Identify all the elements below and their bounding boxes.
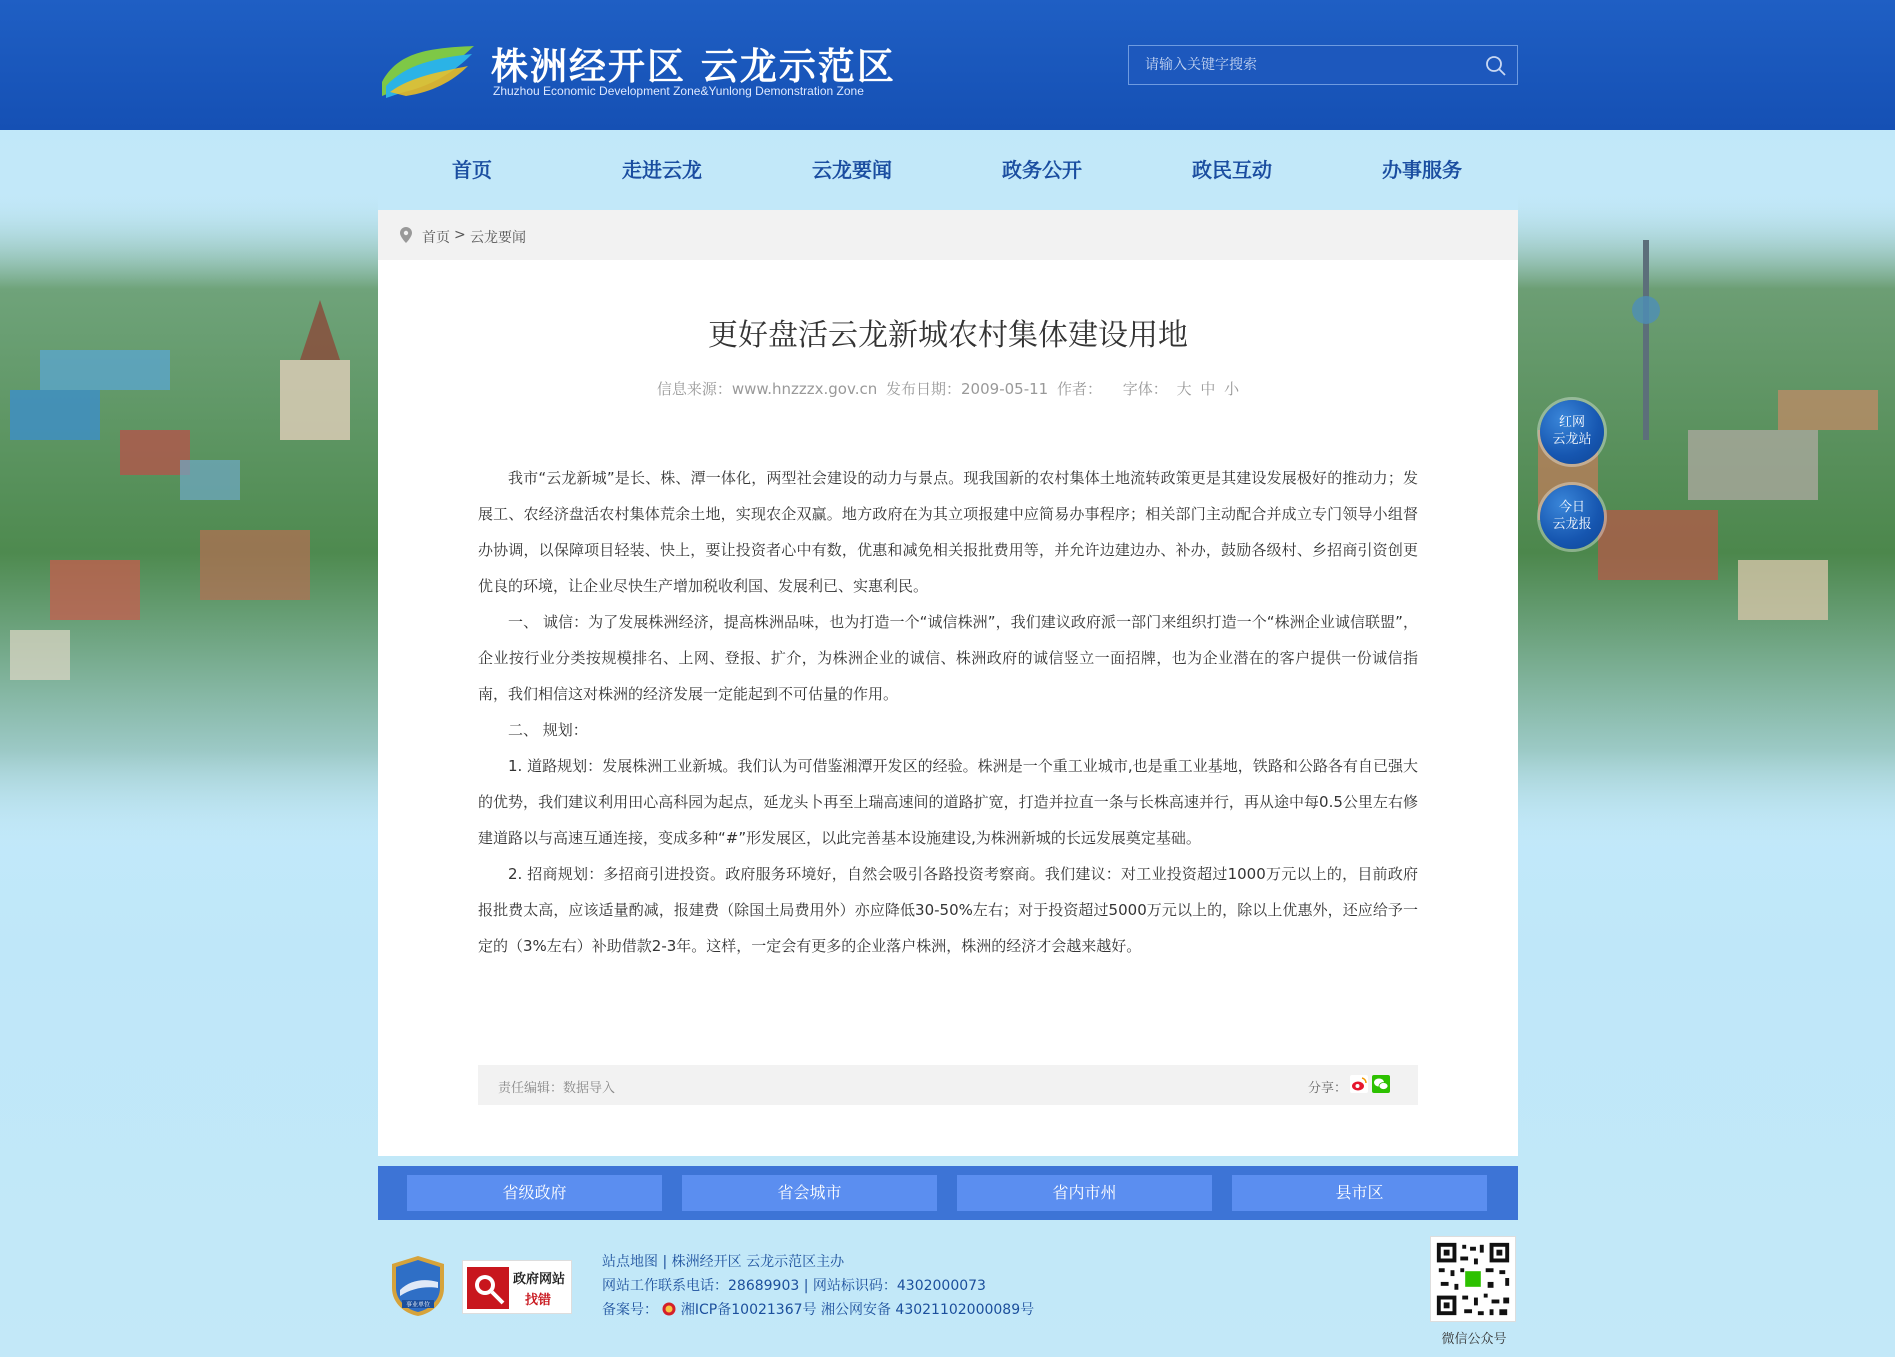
nav-item-gov-affairs[interactable]: 政务公开 (1002, 158, 1082, 182)
article-paragraph: 一、 诚信：为了发展株洲经济，提高株洲品味，也为打造一个“诚信株洲”，我们建议政府派一部门来组织打造一个“株洲企业诚信联盟”，企业按行业分类按规模排名、上网、登报、扩介，为株洲企业的诚信、株洲政府的诚信竖立一面招牌，也为企业潜在的客户提供一份诚信指南，我们相信这对株洲的经济发展一定能起到不可估量的作用。 (478, 613, 1418, 703)
link-prefecture-cities[interactable]: 省内市州 (957, 1175, 1212, 1211)
nav-item-about[interactable]: 走进云龙 (622, 158, 702, 182)
breadcrumb-current[interactable]: 云龙要闻 (470, 230, 526, 246)
weibo-share-icon[interactable] (1350, 1075, 1368, 1093)
site-logo[interactable] (378, 36, 918, 106)
side-badge-rednet-line1: 红网 (1558, 415, 1585, 430)
scenery-left-image (0, 130, 378, 850)
font-size-small[interactable]: 小 (1224, 380, 1240, 398)
logo-emblem-icon (378, 42, 478, 100)
font-size-medium[interactable]: 中 (1200, 380, 1216, 398)
link-counties[interactable]: 县市区 (1232, 1175, 1487, 1211)
main-nav (378, 140, 1518, 200)
meta-date: 发布日期：2009-05-11 (886, 380, 1049, 398)
badge-jiucuo-bottom: 找错 (525, 1293, 552, 1308)
link-capital-cities[interactable]: 省会城市 (682, 1175, 937, 1211)
badge-shiye-text: 事业单位 (405, 1301, 431, 1309)
meta-source: 信息来源：www.hnzzzx.gov.cn (656, 380, 878, 398)
footer-police-link[interactable]: 湘公网安备 43021102000089号 (820, 1302, 1035, 1318)
article-panel (378, 210, 1518, 1156)
magnifier-report-icon (467, 1267, 509, 1309)
nav-item-home[interactable]: 首页 (452, 158, 492, 182)
article-meta (378, 378, 1518, 399)
footer-line-contact: 网站工作联系电话：28689903 | 网站标识码：4302000073 (602, 1278, 986, 1294)
search-input[interactable] (1129, 46, 1479, 84)
gov-site-error-report-badge[interactable] (462, 1260, 572, 1314)
side-badge-today-line1: 今日 (1558, 500, 1585, 515)
wechat-share-icon[interactable] (1372, 1075, 1390, 1093)
search-box (1128, 45, 1518, 85)
breadcrumb (378, 210, 1518, 260)
article-body (478, 460, 1418, 964)
breadcrumb-separator: > (454, 227, 466, 243)
footer-info (602, 1250, 1034, 1322)
nav-item-interaction[interactable]: 政民互动 (1192, 158, 1272, 182)
location-pin-icon (400, 227, 412, 243)
wechat-qr-code (1430, 1236, 1516, 1322)
related-links-bar (378, 1166, 1518, 1220)
side-badge-today-paper[interactable] (1540, 485, 1604, 549)
site-title: 株洲经开区 云龙示范区 (491, 45, 896, 88)
share-label: 分享： (1308, 1081, 1348, 1096)
article-paragraph: 1. 道路规划：发展株洲工业新城。我们认为可借鉴湘潭开发区的经验。株洲是一个重工业城市,也是重工业基地，铁路和公路各有自已强大的优势，我们建议利用田心高科园为起点，延龙头卜再至上瑞高速间的道路扩宽，打造并拉直一条与长株高速并行，再从途中每0.5公里左右修建道路以与高速互通连接，变成多种“#”形发展区，以此完善基本设施建设,为株洲新城的长远发展奠定基础。 (478, 757, 1418, 847)
public-institution-badge-icon[interactable] (390, 1254, 446, 1318)
font-size-large[interactable]: 大 (1176, 380, 1192, 398)
footer-record-label: 备案号： (602, 1302, 658, 1318)
nav-item-services[interactable]: 办事服务 (1382, 158, 1462, 182)
qr-label: 微信公众号 (1441, 1332, 1507, 1347)
side-badge-rednet[interactable] (1540, 400, 1604, 464)
link-provincial-gov[interactable]: 省级政府 (407, 1175, 662, 1211)
footer-icp-link[interactable]: 湘ICP备10021367号 (680, 1302, 817, 1318)
nav-item-news[interactable]: 云龙要闻 (812, 158, 892, 182)
article-title: 更好盘活云龙新城农村集体建设用地 (708, 318, 1188, 353)
badge-jiucuo-top: 政府网站 (513, 1272, 566, 1287)
site-subtitle: Zhuzhou Economic Development Zone&Yunlong Demonstration Zone (493, 84, 864, 98)
article-paragraph: 二、 规划： (508, 721, 588, 739)
site-footer (378, 1232, 1518, 1352)
police-emblem-icon (662, 1302, 676, 1316)
meta-author: 作者： (1056, 380, 1102, 398)
search-icon[interactable] (1485, 55, 1507, 77)
meta-font-label: 字体： (1122, 380, 1168, 398)
site-header (0, 0, 1895, 130)
breadcrumb-home[interactable]: 首页 (422, 230, 450, 246)
side-badge-rednet-line2: 云龙站 (1552, 432, 1592, 447)
footer-line-sitemap[interactable]: 站点地图 | 株洲经开区 云龙示范区主办 (602, 1254, 845, 1270)
side-badge-today-line2: 云龙报 (1552, 517, 1592, 532)
article-footer-bar (478, 1065, 1418, 1105)
article-paragraph: 2. 招商规划：多招商引进投资。政府服务环境好，自然会吸引各路投资考察商。我们建议：对工业投资超过1000万元以上的，目前政府报批费太高，应该适量酌减，报建费（除国土局费用外）亦应降低30-50%左右；对于投资超过5000万元以上的，除以上优惠外，还应给予一定的（3%左右）补助借款2-3年。这样，一定会有更多的企业落户株洲，株洲的经济才会越来越好。 (478, 865, 1418, 955)
article-paragraph: 我市“云龙新城”是长、株、潭一体化，两型社会建设的动力与景点。现我国新的农村集体土地流转政策更是其建设发展极好的推动力；发展工、农经济盘活农村集体荒余土地，实现农企双赢。地方政府在为其立项报建中应简易办事程序；相关部门主动配合并成立专门领导小组督办协调，以保障项目轻装、快上，要让投资者心中有数，优惠和减免相关报批费用等，并允许边建边办、补办，鼓励各级村、乡招商引资创更优良的环境，让企业尽快生产增加税收利国、发展利已、实惠利民。 (478, 469, 1418, 595)
article-editor: 责任编辑：数据导入 (498, 1081, 616, 1096)
